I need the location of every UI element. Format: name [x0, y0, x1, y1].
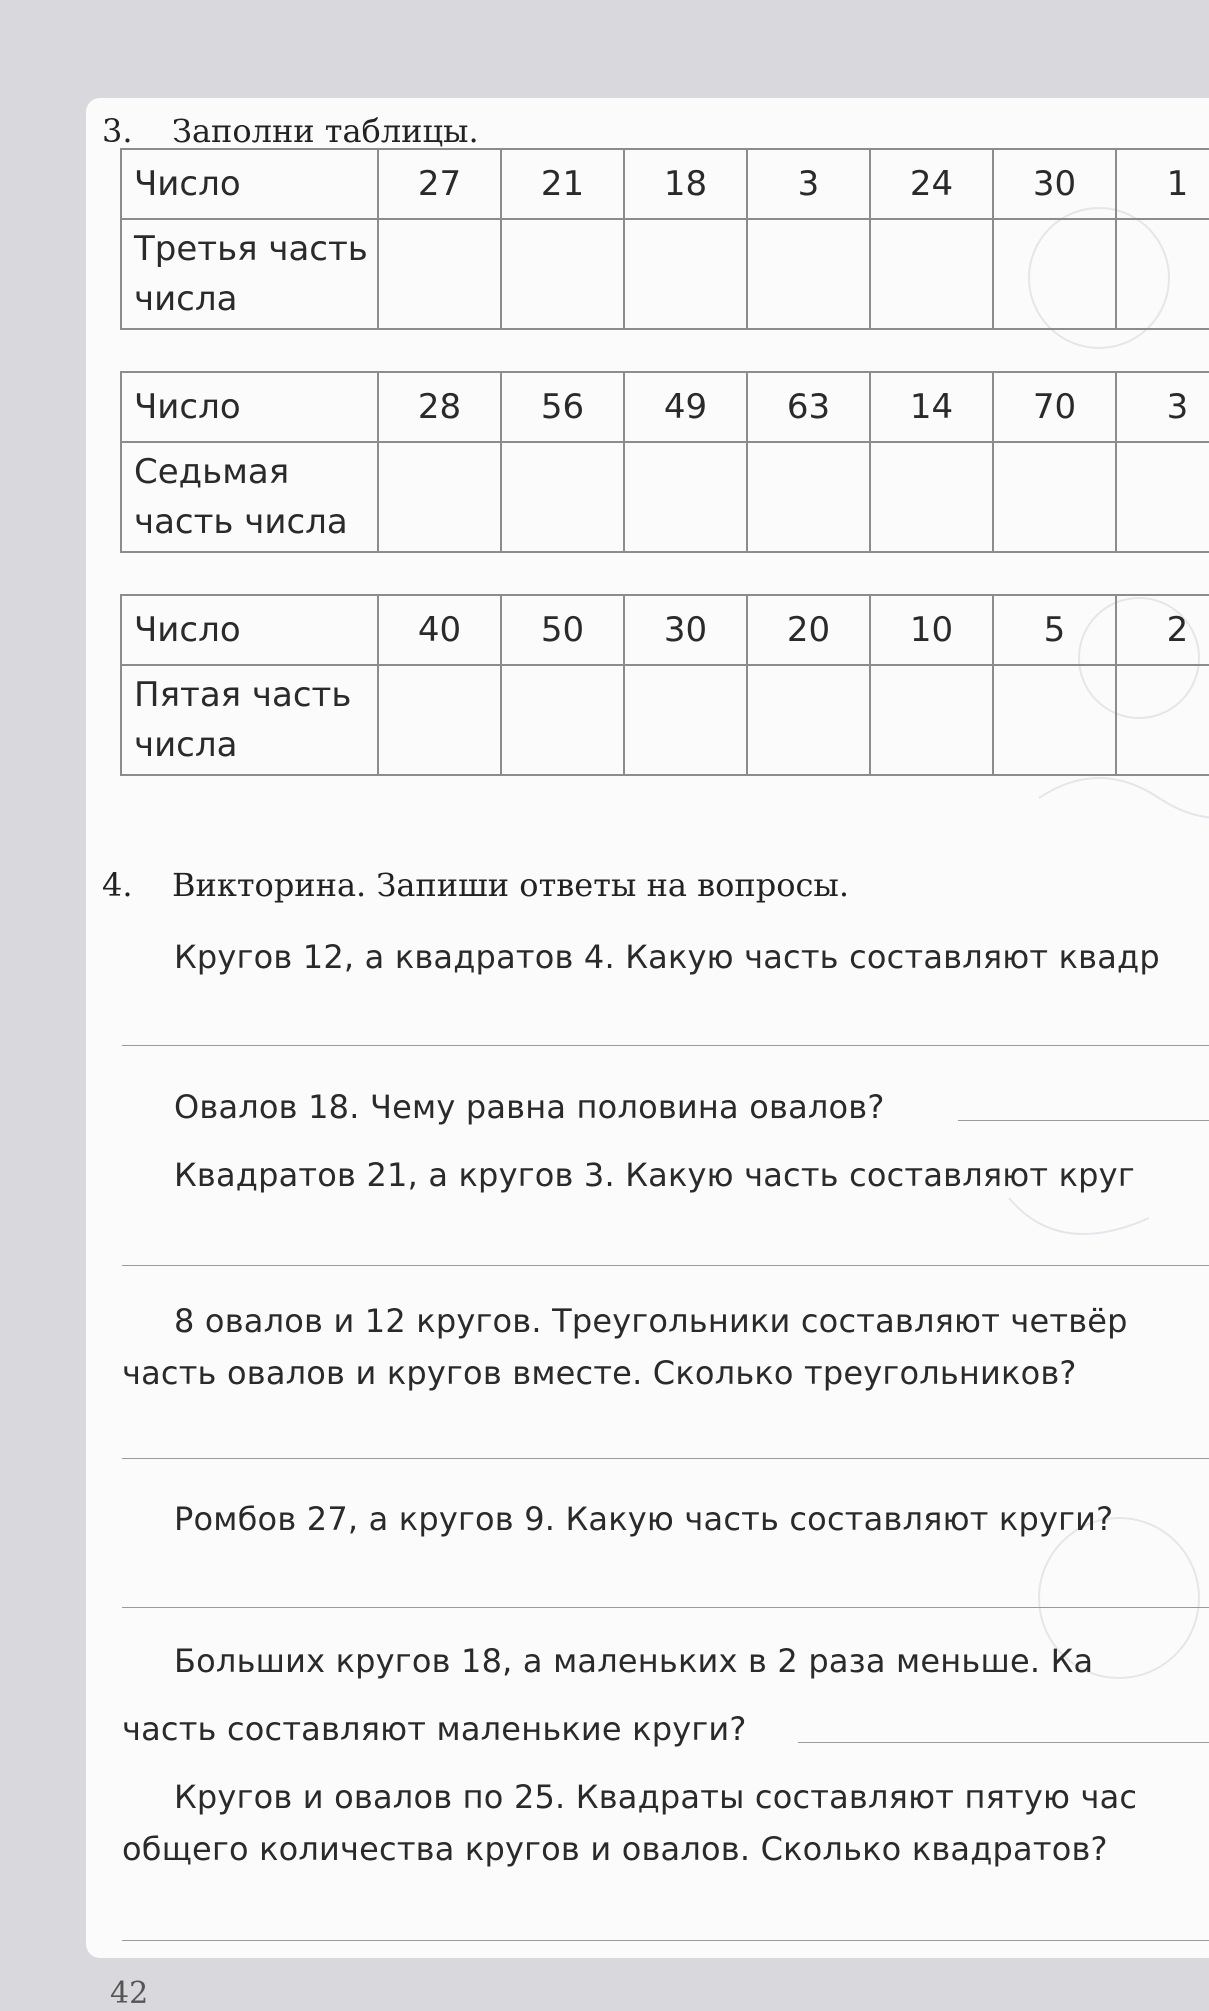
task-4-heading	[102, 866, 849, 904]
table-1-result-label: Третья часть числа	[121, 219, 378, 329]
table-3-value: 5	[993, 595, 1116, 665]
task-4-number: 4.	[102, 866, 133, 904]
answer-line-2[interactable]	[958, 1120, 1209, 1121]
answer-cell[interactable]	[501, 665, 624, 775]
page-number: 42	[110, 1976, 149, 2011]
table-2-value: 28	[378, 372, 501, 442]
table-3-value: 50	[501, 595, 624, 665]
question-4-line-1: 8 овалов и 12 кругов. Треугольники составляют четвёр	[174, 1302, 1128, 1340]
table-3-result-label: Пятая часть числа	[121, 665, 378, 775]
table-3-row-label: Число	[121, 595, 378, 665]
table-2-value: 14	[870, 372, 993, 442]
table-2-value: 63	[747, 372, 870, 442]
table-1-value: 18	[624, 149, 747, 219]
table-1-value: 1	[1116, 149, 1209, 219]
answer-cell[interactable]	[747, 665, 870, 775]
table-seventh-part	[120, 371, 1209, 553]
table-3-value: 2	[1116, 595, 1209, 665]
table-1-value: 30	[993, 149, 1116, 219]
answer-line-6[interactable]	[798, 1742, 1209, 1743]
table-3-value: 30	[624, 595, 747, 665]
table-2-value: 49	[624, 372, 747, 442]
answer-cell[interactable]	[624, 442, 747, 552]
answer-cell[interactable]	[501, 442, 624, 552]
answer-cell[interactable]	[747, 442, 870, 552]
table-3-value: 20	[747, 595, 870, 665]
answer-line-7[interactable]	[122, 1940, 1209, 1941]
question-6-line-2: часть составляют маленькие круги?	[122, 1710, 747, 1748]
answer-cell[interactable]	[993, 442, 1116, 552]
table-2-value: 3	[1116, 372, 1209, 442]
table-third-part	[120, 148, 1209, 330]
answer-line-4[interactable]	[122, 1458, 1209, 1459]
question-6-line-1: Больших кругов 18, а маленьких в 2 раза меньше. Ка	[174, 1642, 1094, 1680]
table-2-value: 70	[993, 372, 1116, 442]
answer-cell[interactable]	[870, 665, 993, 775]
question-7-line-2: общего количества кругов и овалов. Сколько квадратов?	[122, 1830, 1108, 1868]
answer-line-3[interactable]	[122, 1265, 1209, 1266]
table-2-value: 56	[501, 372, 624, 442]
answer-cell[interactable]	[993, 665, 1116, 775]
question-1: Кругов 12, а квадратов 4. Какую часть составляют квадр	[174, 938, 1160, 976]
table-3-value: 10	[870, 595, 993, 665]
task-4-title: Викторина. Запиши ответы на вопросы.	[172, 866, 850, 904]
answer-cell[interactable]	[993, 219, 1116, 329]
answer-line-1[interactable]	[122, 1045, 1209, 1046]
answer-cell[interactable]	[378, 665, 501, 775]
answer-cell[interactable]	[1116, 665, 1209, 775]
question-3: Квадратов 21, а кругов 3. Какую часть составляют круг	[174, 1156, 1135, 1194]
table-1-row-label: Число	[121, 149, 378, 219]
task-3-heading	[102, 112, 479, 150]
table-1-value: 3	[747, 149, 870, 219]
answer-cell[interactable]	[378, 442, 501, 552]
answer-cell[interactable]	[747, 219, 870, 329]
table-3-value: 40	[378, 595, 501, 665]
table-1-value: 27	[378, 149, 501, 219]
answer-cell[interactable]	[501, 219, 624, 329]
answer-cell[interactable]	[1116, 219, 1209, 329]
table-2-row-label: Число	[121, 372, 378, 442]
table-2-result-label: Седьмая часть числа	[121, 442, 378, 552]
workbook-page	[86, 98, 1209, 1958]
answer-cell[interactable]	[870, 219, 993, 329]
question-4-line-2: часть овалов и кругов вместе. Сколько треугольников?	[122, 1354, 1077, 1392]
question-5: Ромбов 27, а кругов 9. Какую часть составляют круги?	[174, 1500, 1114, 1538]
answer-cell[interactable]	[870, 442, 993, 552]
table-1-value: 24	[870, 149, 993, 219]
answer-cell[interactable]	[378, 219, 501, 329]
question-7-line-1: Кругов и овалов по 25. Квадраты составляют пятую час	[174, 1778, 1138, 1816]
table-fifth-part	[120, 594, 1209, 776]
answer-cell[interactable]	[624, 219, 747, 329]
task-3-number: 3.	[102, 112, 133, 150]
task-3-title: Заполни таблицы.	[172, 112, 479, 150]
answer-line-5[interactable]	[122, 1607, 1209, 1608]
table-1-value: 21	[501, 149, 624, 219]
question-2: Овалов 18. Чему равна половина овалов?	[174, 1088, 885, 1126]
answer-cell[interactable]	[1116, 442, 1209, 552]
answer-cell[interactable]	[624, 665, 747, 775]
